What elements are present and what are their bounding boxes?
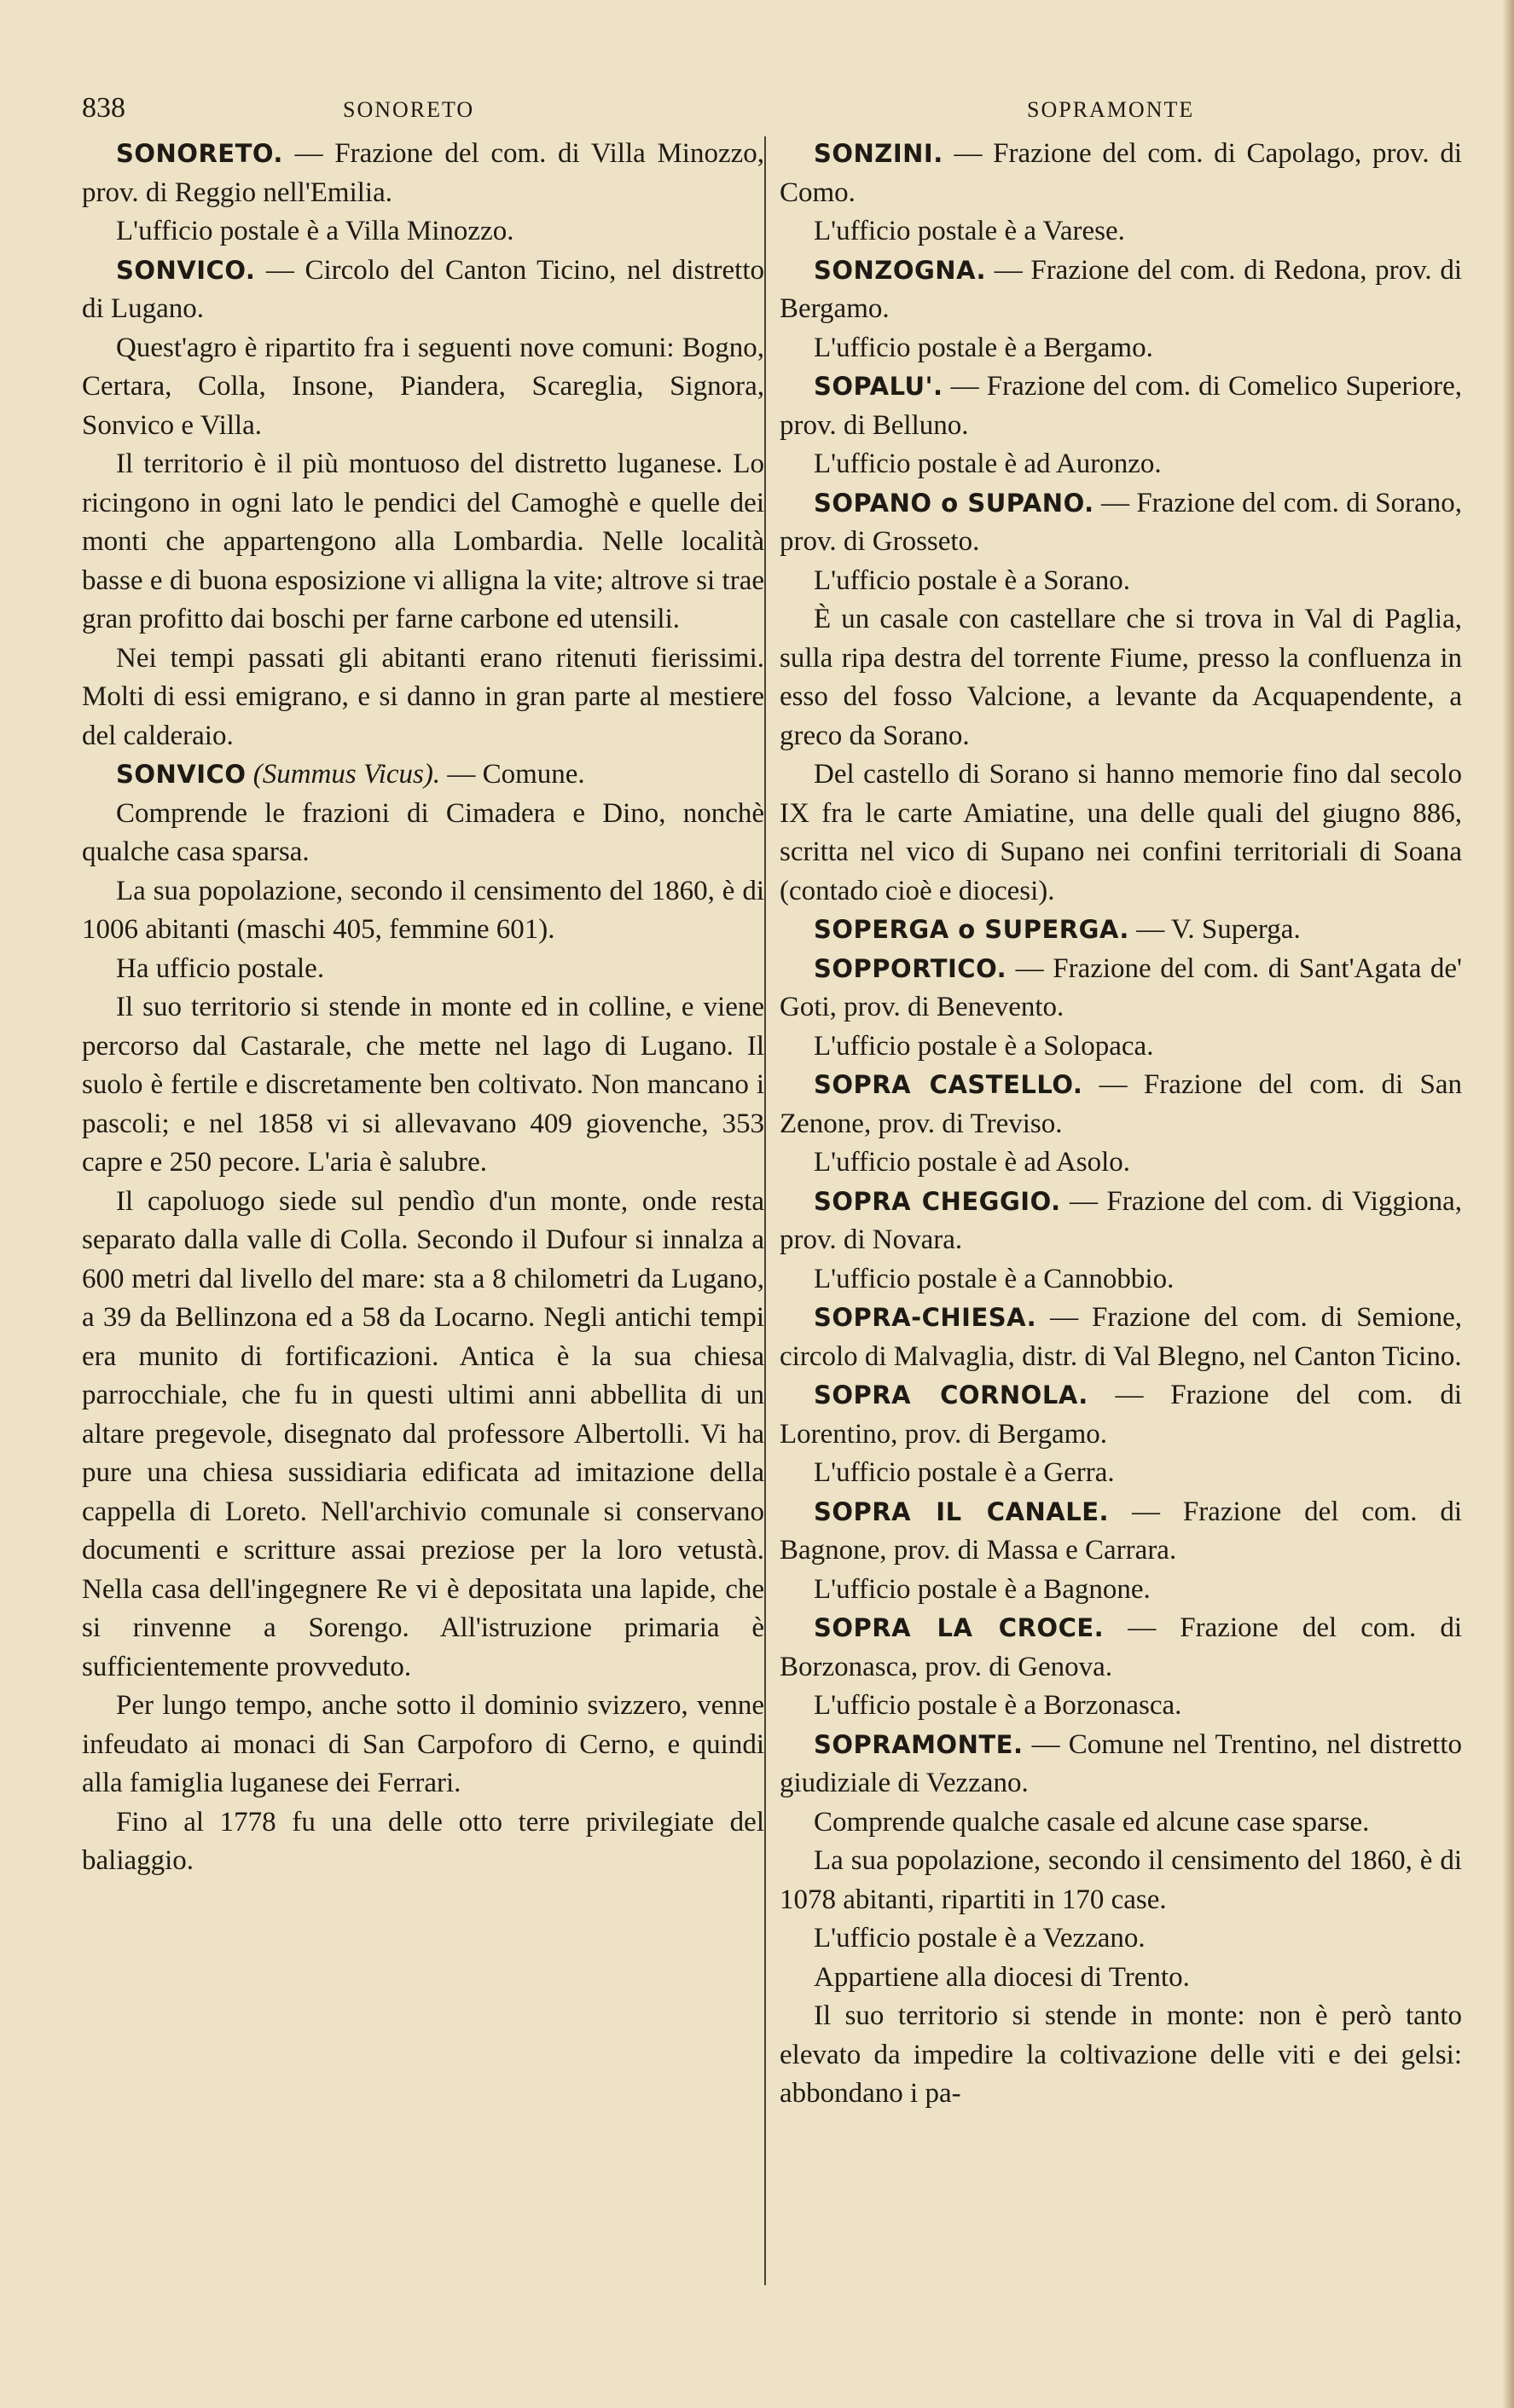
entry-paragraph: L'ufficio postale è ad Auronzo. [814, 449, 1162, 479]
dictionary-entry [780, 135, 1462, 212]
page-edge-shadow [1502, 0, 1514, 2408]
entry-paragraph: L'ufficio postale è a Gerra. [814, 1457, 1115, 1488]
entry-headword: SOPANO o SUPANO. [814, 488, 1094, 518]
dictionary-entry [780, 911, 1462, 950]
entry-paragraph: L'ufficio postale è ad Asolo. [814, 1147, 1131, 1178]
running-head-left: SONORETO [343, 97, 475, 122]
entry-paragraph: Comprende qualche casale ed alcune case sparse. [814, 1806, 1370, 1838]
dictionary-entry [780, 368, 1462, 445]
dictionary-entry [82, 755, 764, 795]
right-column [780, 135, 1462, 2114]
entry-paragraph: L'ufficio postale è a Solopaca. [814, 1030, 1154, 1062]
entry-paragraph: Del castello di Sorano si hanno memorie fino dal secolo IX fra le carte Amiatine, una delle quali del giugno 886, scritta nel vico di Supano nei confini territoriali di Soana (contado cioè e diocesi). [780, 759, 1462, 906]
entry-headword: SONVICO [116, 760, 247, 789]
entry-definition: — Frazione del com. di San Zenone, prov. di Treviso. [780, 1069, 1462, 1139]
entry-paragraph: L'ufficio postale è a Cannobbio. [814, 1263, 1175, 1294]
dictionary-entry [780, 1376, 1462, 1454]
entry-headword: SONZOGNA. [814, 255, 987, 285]
entry-definition: — Frazione del com. di Borzonasca, prov. di Genova. [780, 1612, 1462, 1682]
entry-definition: — Frazione del com. di Sorano, prov. di Grosseto. [780, 487, 1462, 557]
entry-definition: — Comune. [440, 759, 585, 790]
entry-paragraph: È un casale con castellare che si trova in Val di Paglia, sulla ripa destra del torrente Fiume, presso la confluenza in esso del fosso Valcione, a levante da Acquapendente, a greco da Sorano. [780, 604, 1462, 751]
entry-headword: SOPALU'. [814, 372, 943, 401]
entry-definition: — Frazione del com. di Viggiona, prov. di Novara. [780, 1185, 1462, 1255]
entry-definition: — Comune nel Trentino, nel distretto giudiziale di Vezzano. [780, 1728, 1462, 1798]
entry-latin-name: (Summus Vicus). [246, 759, 441, 790]
entry-paragraph: Nei tempi passati gli abitanti erano ritenuti fierissimi. Molti di essi emigrano, e si danno in gran parte al mestiere del calderaio. [82, 642, 764, 751]
entry-paragraph: Per lungo tempo, anche sotto il dominio svizzero, venne infeudato ai monaci di San Carpoforo di Cerno, e quindi alla famiglia luganese dei Ferrari. [82, 1690, 764, 1798]
dictionary-entry [780, 1299, 1462, 1376]
dictionary-entry [780, 950, 1462, 1027]
entry-paragraph: La sua popolazione, secondo il censimento del 1860, è di 1006 abitanti (maschi 405, femmine 601). [82, 875, 764, 945]
entry-definition: — Frazione del com. di Comelico Superiore, prov. di Belluno. [780, 371, 1462, 441]
entry-headword: SONZINI. [814, 139, 943, 168]
dictionary-entry [780, 484, 1462, 562]
entry-paragraph: La sua popolazione, secondo il censimento del 1860, è di 1078 abitanti, ripartiti in 170 case. [780, 1845, 1462, 1915]
entry-definition: — Frazione del com. di Villa Minozzo, prov. di Reggio nell'Emilia. [82, 138, 764, 208]
entry-paragraph: Il capoluogo siede sul pendìo d'un monte, onde resta separato dalla valle di Colla. Secondo il Dufour si innalza a 600 metri dal livello del mare: sta a 8 chilometri da Lugano, a 39 da Bellinzona ed a 58 da Locarno. Negli antichi tempi era munito di fortificazioni. Antica è la sua chiesa parrocchiale, che fu in questi ultimi anni abbellita di un altare pregevole, disegnato dal professore Albertolli. Vi ha pure una chiesa sussidiaria edificata ad imitazione della cappella di Loreto. Nell'archivio comunale si conservano documenti e scritture assai preziose per la loro vetustà. Nella casa dell'ingegnere Re vi è depositata una lapide, che si rinvenne a Sorengo. All'istruzione primaria è sufficientemente provveduto. [82, 1185, 764, 1682]
entry-headword: SONVICO. [116, 255, 256, 285]
entry-definition: — Frazione del com. di Bagnone, prov. di Massa e Carrara. [780, 1496, 1462, 1566]
dictionary-entry [780, 1726, 1462, 1803]
entry-paragraph: Comprende le frazioni di Cimadera e Dino, nonchè qualche casa sparsa. [82, 797, 764, 867]
dictionary-entry [82, 135, 764, 212]
entry-headword: SOPRA LA CROCE. [814, 1613, 1105, 1642]
entry-definition: — Frazione del com. di Sant'Agata de' Goti, prov. di Benevento. [780, 952, 1462, 1022]
entry-paragraph: L'ufficio postale è a Varese. [814, 216, 1125, 246]
entry-headword: SOPRA IL CANALE. [814, 1496, 1110, 1526]
dictionary-entry [82, 252, 764, 329]
entry-paragraph: Ha ufficio postale. [116, 952, 325, 984]
dictionary-entry [780, 1066, 1462, 1143]
entry-headword: SOPERGA o SUPERGA. [814, 915, 1129, 944]
entry-headword: SOPPORTICO. [814, 953, 1007, 983]
entry-paragraph: L'ufficio postale è a Borzonasca. [814, 1690, 1182, 1721]
entry-definition: — Frazione del com. di Redona, prov. di Bergamo. [780, 254, 1462, 324]
dictionary-entry [780, 252, 1462, 329]
entry-paragraph: Il suo territorio si stende in monte: non è però tanto elevato da impedire la coltivazione delle viti e dei gelsi: abbondano i pa- [780, 2000, 1462, 2109]
page-number: 838 [82, 92, 125, 124]
entry-paragraph: L'ufficio postale è a Villa Minozzo. [116, 216, 514, 246]
entry-paragraph: L'ufficio postale è a Vezzano. [814, 1923, 1146, 1954]
column-divider [764, 136, 766, 2285]
entry-headword: SOPRAMONTE. [814, 1729, 1024, 1759]
entry-definition: — V. Superga. [1128, 914, 1301, 945]
dictionary-entry [780, 1609, 1462, 1687]
dictionary-entry [780, 1183, 1462, 1260]
entry-definition: — Frazione del com. di Semione, circolo di Malvaglia, distr. di Val Blegno, nel Canton Ticino. [780, 1302, 1462, 1372]
entry-headword: SONORETO. [116, 139, 283, 168]
entry-definition: — Frazione del com. di Capolago, prov. di Como. [780, 138, 1462, 208]
entry-paragraph: Appartiene alla diocesi di Trento. [814, 1961, 1190, 1993]
entry-paragraph: L'ufficio postale è a Bergamo. [814, 332, 1153, 363]
page-header [82, 92, 1481, 130]
entry-headword: SOPRA-CHIESA. [814, 1303, 1037, 1332]
dictionary-entry [780, 1493, 1462, 1571]
entry-definition: — Circolo del Canton Ticino, nel distretto di Lugano. [82, 254, 764, 324]
entry-headword: SOPRA CORNOLA. [814, 1381, 1088, 1409]
entry-paragraph: L'ufficio postale è a Bagnone. [814, 1573, 1151, 1605]
entry-paragraph: Il territorio è il più montuoso del distretto luganese. Lo ricingono in ogni lato le pendici del Camoghè e quelle dei monti che appartengono alla Lombardia. Nelle località basse e di buona esposizione vi alligna la vite; altrove si trae gran profitto dai boschi per farne carbone ed utensili. [82, 449, 764, 634]
entry-definition: — Frazione del com. di Lorentino, prov. di Bergamo. [780, 1380, 1462, 1450]
running-head-right: SOPRAMONTE [1027, 97, 1195, 122]
entry-paragraph: Il suo territorio si stende in monte ed in colline, e viene percorso dal Castarale, che mette nel lago di Lugano. Il suolo è fertile e discretamente ben coltivato. Non mancano i pascoli; e nel 1858 vi si allevavano 409 giovenche, 353 capre e 250 pecore. L'aria è salubre. [82, 992, 764, 1178]
entry-headword: SOPRA CHEGGIO. [814, 1186, 1061, 1216]
left-column [82, 135, 764, 1881]
entry-headword: SOPRA CASTELLO. [814, 1070, 1083, 1099]
entry-paragraph: L'ufficio postale è a Sorano. [814, 564, 1130, 596]
entry-paragraph: Fino al 1778 fu una delle otto terre privilegiate del baliaggio. [82, 1806, 764, 1876]
entry-paragraph: Quest'agro è ripartito fra i seguenti nove comuni: Bogno, Certara, Colla, Insone, Piandera, Scareglia, Signora, Sonvico e Villa. [82, 332, 764, 441]
